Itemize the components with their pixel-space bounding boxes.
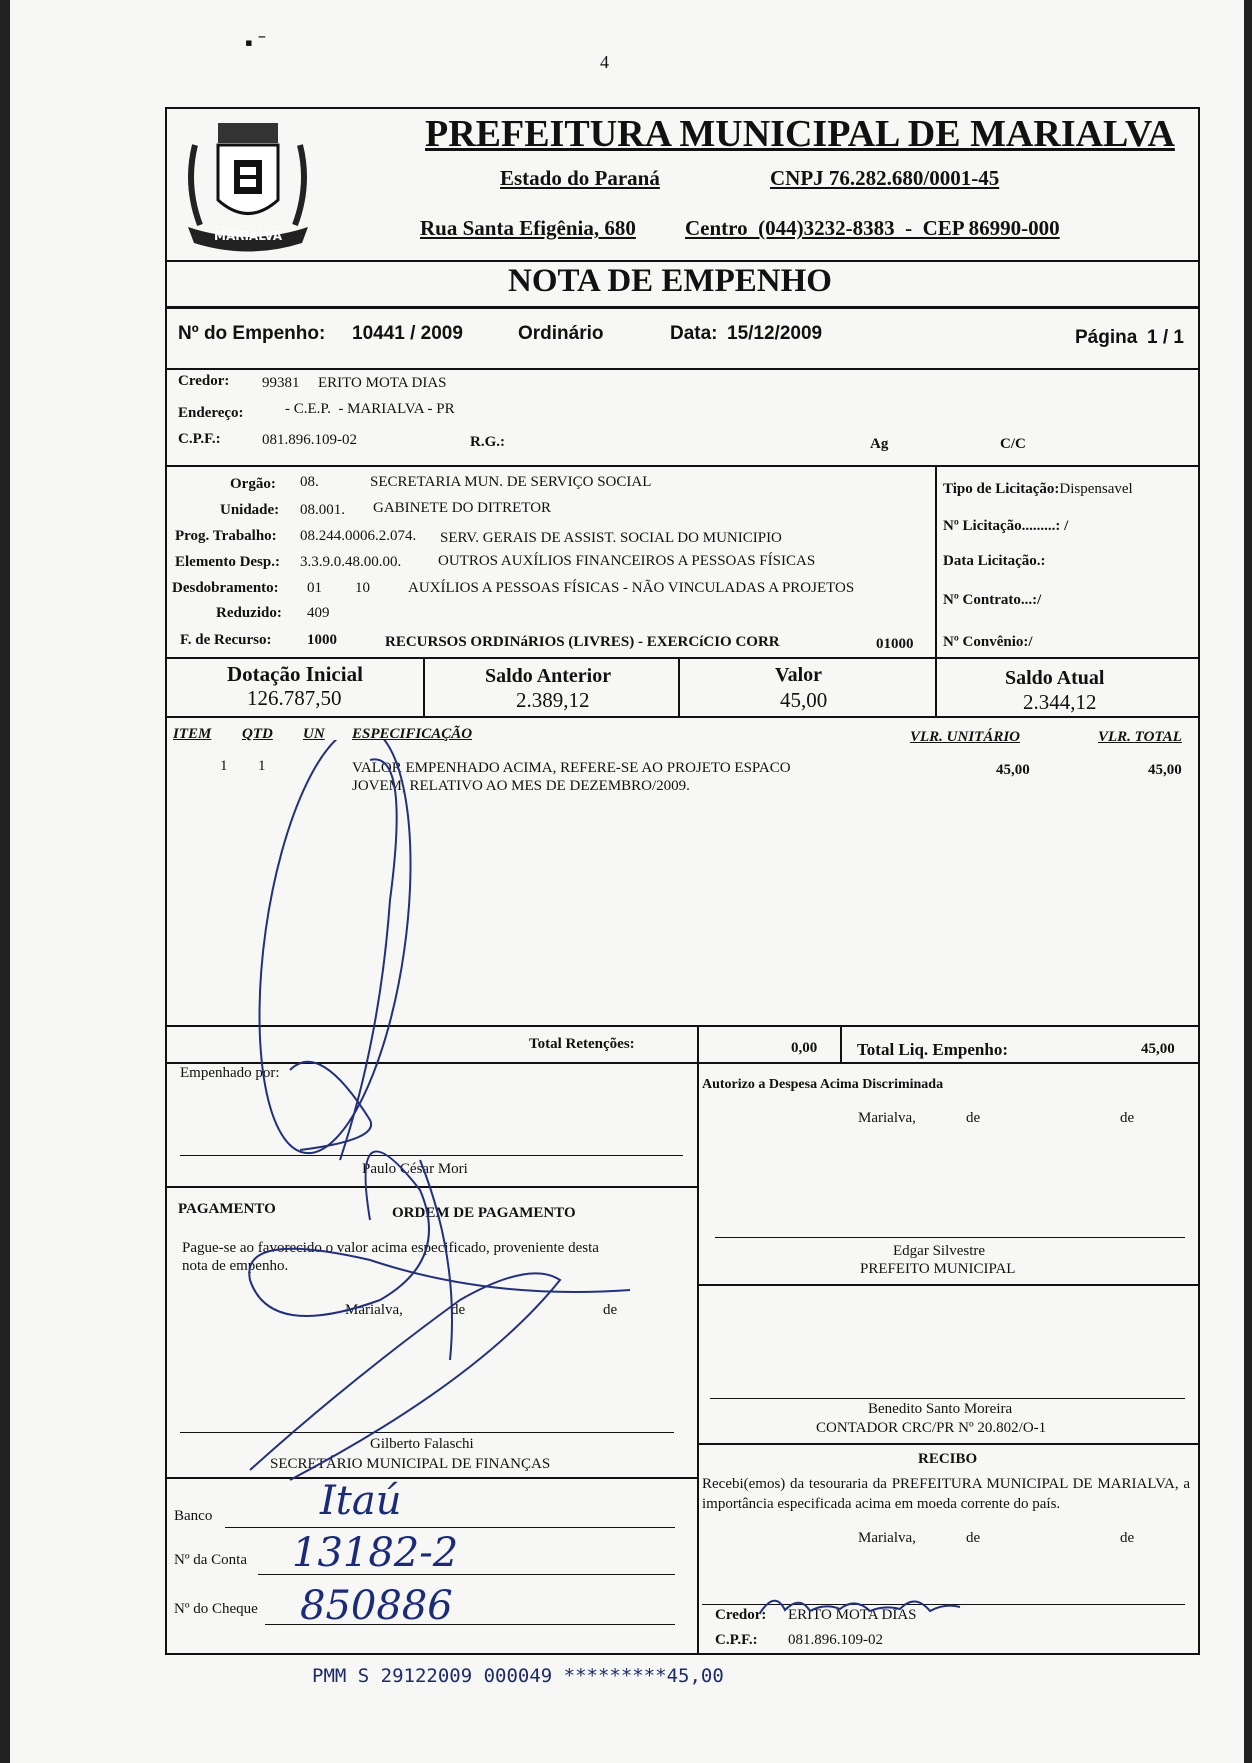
item-total-value: 45,00 — [1148, 762, 1182, 778]
header-address-rest: Centro (044)3232-8383 - CEP 86990-000 — [685, 216, 1060, 240]
empenhado-name: Paulo César Mori — [362, 1161, 468, 1177]
recibo-cpf: 081.896.109-02 — [788, 1632, 883, 1648]
col-vlr-unitario: VLR. UNITÁRIO — [910, 729, 1021, 745]
elem-label: Elemento Desp.: — [175, 554, 280, 570]
licitacao-tipo — [943, 481, 1133, 498]
col-especificacao: ESPECIFICAÇÃO — [352, 726, 473, 742]
banco-handwritten: Itaú — [320, 1478, 402, 1524]
credor-cpf: 081.896.109-02 — [262, 432, 357, 448]
contrato-numero: Nº Contrato...:/ — [943, 592, 1042, 608]
recibo-credor: ERITO MOTA DIAS — [788, 1607, 917, 1623]
empenhado-label: Empenhado por: — [180, 1065, 280, 1081]
cheque-handwritten: 850886 — [300, 1583, 453, 1629]
crest-text: MARIALVA — [214, 229, 282, 243]
total-liquido-value: 45,00 — [1141, 1041, 1175, 1057]
reduzido-value: 409 — [307, 605, 330, 621]
banco-label: Banco — [174, 1508, 213, 1524]
empenho-date-label: Data: — [670, 323, 718, 344]
rg-label: R.G.: — [470, 434, 505, 450]
saldo-atual-label: Saldo Atual — [1005, 667, 1105, 689]
orgao-name: SECRETARIA MUN. DE SERVIÇO SOCIAL — [370, 474, 652, 490]
cheque-label: Nº do Cheque — [174, 1601, 258, 1617]
orgao-code: 08. — [300, 474, 319, 490]
reduzido-label: Reduzido: — [216, 605, 282, 621]
autorizo-label: Autorizo a Despesa Acima Discriminada — [702, 1077, 944, 1092]
saldo-atual-value: 2.344,12 — [1023, 690, 1097, 714]
recurso-name: RECURSOS ORDINáRIOS (LIVRES) - EXERCíCIO CORR — [385, 634, 780, 650]
empenho-label: Nº do Empenho: — [178, 323, 326, 344]
prog-label: Prog. Trabalho: — [175, 528, 277, 544]
saldo-anterior-value: 2.389,12 — [516, 688, 590, 712]
recibo-de2: de — [1120, 1530, 1135, 1546]
dotacao-value: 126.787,50 — [247, 686, 342, 710]
footer-stamp: PMM S 29122009 000049 *********45,00 — [312, 1665, 724, 1687]
page-number: 1 / 1 — [1147, 327, 1184, 348]
item-desc-line1: VALOR EMPENHADO ACIMA, REFERE-SE AO PROJETO ESPACO — [352, 760, 791, 776]
pagamento-de1: de — [451, 1302, 466, 1318]
licitacao-numero: Nº Licitação.........: / — [943, 518, 1069, 534]
autorizo-place: Marialva, — [858, 1110, 916, 1126]
header-address: Rua Santa Efigênia, 680 — [420, 216, 636, 240]
header-title: PREFEITURA MUNICIPAL DE MARIALVA — [425, 113, 1175, 155]
unidade-code: 08.001. — [300, 502, 345, 518]
licitacao-tipo-label: Tipo de Licitação: — [943, 481, 1060, 497]
mayor-title: PREFEITO MUNICIPAL — [860, 1261, 1016, 1277]
col-un: UN — [303, 726, 325, 742]
item-unit-value: 45,00 — [996, 762, 1030, 778]
total-liquido-label: Total Liq. Empenho: — [857, 1040, 1008, 1059]
conta-handwritten: 13182-2 — [292, 1530, 459, 1576]
contador-name: Benedito Santo Moreira — [868, 1401, 1013, 1417]
credor-address: - C.E.P. - MARIALVA - PR — [285, 401, 455, 417]
empenho-date: 15/12/2009 — [727, 323, 823, 344]
empenho-type: Ordinário — [518, 323, 604, 344]
desd-code1: 01 — [307, 580, 322, 596]
pagamento-text-line1: Pague-se ao favorecido o valor acima especificado, proveniente desta — [182, 1240, 599, 1256]
col-qtd: QTD — [242, 726, 273, 742]
cpf-label: C.P.F.: — [178, 431, 221, 447]
valor-value: 45,00 — [780, 688, 828, 712]
recibo-de1: de — [966, 1530, 981, 1546]
recibo-signature — [755, 1585, 995, 1621]
cc-label: C/C — [1000, 436, 1026, 452]
scan-mark-number: 4 — [600, 52, 609, 72]
credor-label: Credor: — [178, 373, 230, 389]
valor-label: Valor — [775, 664, 823, 686]
prog-name: SERV. GERAIS DE ASSIST. SOCIAL DO MUNICIPIO — [440, 530, 782, 546]
pagamento-text-line2: nota de empenho. — [182, 1258, 289, 1274]
unidade-name: GABINETE DO DITRETOR — [373, 500, 552, 516]
recibo-cpf-label: C.P.F.: — [715, 1632, 758, 1648]
contador-title: CONTADOR CRC/PR Nº 20.802/O-1 — [816, 1420, 1047, 1436]
recibo-place: Marialva, — [858, 1530, 916, 1546]
autorizo-de2: de — [1120, 1110, 1135, 1126]
convenio-numero: Nº Convênio:/ — [943, 634, 1033, 650]
header-cnpj: CNPJ 76.282.680/0001-45 — [770, 166, 1000, 190]
orgao-label: Orgão: — [230, 476, 276, 492]
empenho-number: 10441 / 2009 — [352, 323, 463, 344]
recibo-text: Recebi(emos) da tesouraria da PREFEITURA MUNICIPAL DE MARIALVA, a importância especificada acima em moeda corrente do país. — [702, 1476, 1190, 1512]
secretary-name: Gilberto Falaschi — [370, 1436, 474, 1452]
pagamento-label: PAGAMENTO — [178, 1201, 276, 1217]
pagamento-place: Marialva, — [345, 1302, 403, 1318]
mayor-name: Edgar Silvestre — [893, 1243, 986, 1259]
scan-mark: ▪ ˉ — [245, 30, 266, 55]
licitacao-data: Data Licitação.: — [943, 553, 1046, 569]
saldo-anterior-label: Saldo Anterior — [485, 665, 612, 687]
item-desc-line2: JOVEM, RELATIVO AO MES DE DEZEMBRO/2009. — [352, 778, 690, 794]
licitacao-tipo-value: Dispensavel — [1059, 481, 1133, 497]
retencoes-value: 0,00 — [791, 1040, 818, 1056]
recurso-label: F. de Recurso: — [180, 632, 272, 648]
desd-code2: 10 — [355, 580, 370, 596]
unidade-label: Unidade: — [220, 502, 280, 518]
dotacao-label: Dotação Inicial — [227, 662, 363, 686]
autorizo-de1: de — [966, 1110, 981, 1126]
prog-code: 08.244.0006.2.074. — [300, 528, 417, 544]
doc-title: NOTA DE EMPENHO — [508, 263, 832, 299]
conta-label: Nº da Conta — [174, 1552, 247, 1568]
col-vlr-total: VLR. TOTAL — [1098, 729, 1182, 745]
recurso-code2: 01000 — [876, 636, 914, 652]
col-item: ITEM — [173, 726, 212, 742]
signature-scribbles — [230, 740, 670, 1500]
item-number: 1 — [220, 758, 228, 774]
item-qtd: 1 — [258, 758, 266, 774]
elem-code: 3.3.9.0.48.00.00. — [300, 554, 402, 570]
elem-name: OUTROS AUXÍLIOS FINANCEIROS A PESSOAS FÍSICAS — [438, 553, 816, 569]
ordem-pagamento-label: ORDEM DE PAGAMENTO — [392, 1205, 576, 1221]
desd-label: Desdobramento: — [172, 580, 279, 596]
pagamento-de2: de — [603, 1302, 618, 1318]
ag-label: Ag — [870, 436, 889, 452]
credor-name: ERITO MOTA DIAS — [318, 375, 447, 391]
header-state: Estado do Paraná — [500, 166, 660, 190]
credor-code: 99381 — [262, 375, 300, 391]
recibo-title: RECIBO — [918, 1451, 978, 1467]
address-label: Endereço: — [178, 405, 244, 421]
page-label: Página — [1075, 327, 1138, 348]
recibo-credor-label: Credor: — [715, 1607, 767, 1623]
recurso-code: 1000 — [307, 632, 337, 648]
retencoes-label: Total Retenções: — [529, 1036, 635, 1052]
secretary-title: SECRETÁRIO MUNICIPAL DE FINANÇAS — [270, 1456, 551, 1472]
municipal-crest-logo — [180, 105, 315, 253]
desd-name: AUXÍLIOS A PESSOAS FÍSICAS - NÃO VINCULADAS A PROJETOS — [408, 580, 855, 596]
